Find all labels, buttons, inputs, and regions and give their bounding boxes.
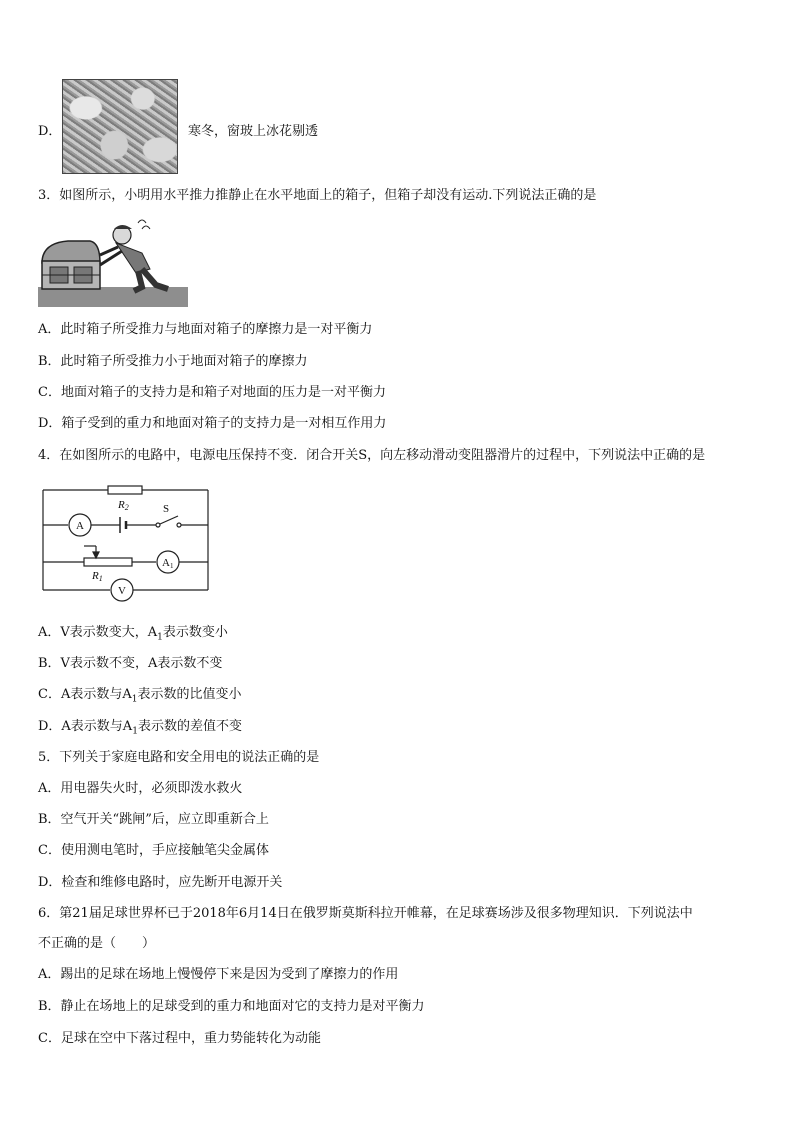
q3-stem: 3．如图所示，小明用水平推力推静止在水平地面上的箱子，但箱子却没有运动.下列说法正确的是 [38,188,597,203]
q5-option-c: C．使用测电笔时，手应接触笔尖金属体 [38,843,269,858]
svg-text:R1 [91,570,103,583]
r1-label: R [92,570,99,582]
q6-option-c: C．足球在空中下落过程中，重力势能转化为动能 [38,1031,321,1046]
svg-text:R2 [117,499,129,512]
voltmeter-label: V [118,585,126,597]
q2-option-d-label: D． [38,124,62,139]
q3-option-d: D．箱子受到的重力和地面对箱子的支持力是一对相互作用力 [38,416,387,431]
r2-label: R [118,499,125,511]
q3-option-a: A．此时箱子所受推力与地面对箱子的摩擦力是一对平衡力 [38,322,373,337]
q4-option-d: D．A表示数与$A_1$表示数的差值不变 [38,719,242,737]
q4-option-a: A．V表示数变大，$A_1$表示数变小 [38,625,228,643]
q6-option-b: B．静止在场地上的足球受到的重力和地面对它的支持力是对平衡力 [38,999,425,1014]
q5-option-a: A．用电器失火时，必须即泼水救火 [38,781,243,796]
q5-option-d: D．检查和维修电路时，应先断开电源开关 [38,875,283,890]
circuit-diagram [38,480,218,604]
ammeter1-sub: 1 [169,562,174,570]
r2-sub: 2 [124,503,129,512]
q5-option-b: B．空气开关“跳闸”后，应立即重新合上 [38,812,269,827]
q4-option-b: B．V表示数不变，A表示数不变 [38,656,223,671]
r1-sub: 1 [98,574,103,583]
switch-label: S [163,503,170,515]
q4-option-c: C．A表示数与$A_1$表示数的比值变小 [38,687,242,705]
q6-option-a: A．踢出的足球在场地上慢慢停下来是因为受到了摩擦力的作用 [38,967,399,982]
window-frost-photo [62,79,178,174]
q6-stem-line2: 不正确的是（ ） [38,936,156,951]
ammeter-label: A [76,520,84,532]
q5-stem: 5．下列关于家庭电路和安全用电的说法正确的是 [38,750,320,765]
q2-option-d-text: 寒冬，窗玻上冰花剔透 [188,124,319,139]
ammeter1-label: A [162,557,170,569]
q4-stem: 4．在如图所示的电路中，电源电压保持不变．闭合开关S，向左移动滑动变阻器滑片的过程中，下列说法中正确的是 [38,448,706,463]
q3-option-c: C．地面对箱子的支持力是和箱子对地面的压力是一对平衡力 [38,385,386,400]
boy-pushing-box-figure [38,215,188,309]
q6-stem-line1: 6．第21届足球世界杯已于2018年6月14日在俄罗斯莫斯科拉开帷幕，在足球赛场涉及很多物理知识．下列说法中 [38,906,693,921]
q3-option-b: B．此时箱子所受推力小于地面对箱子的摩擦力 [38,354,308,369]
